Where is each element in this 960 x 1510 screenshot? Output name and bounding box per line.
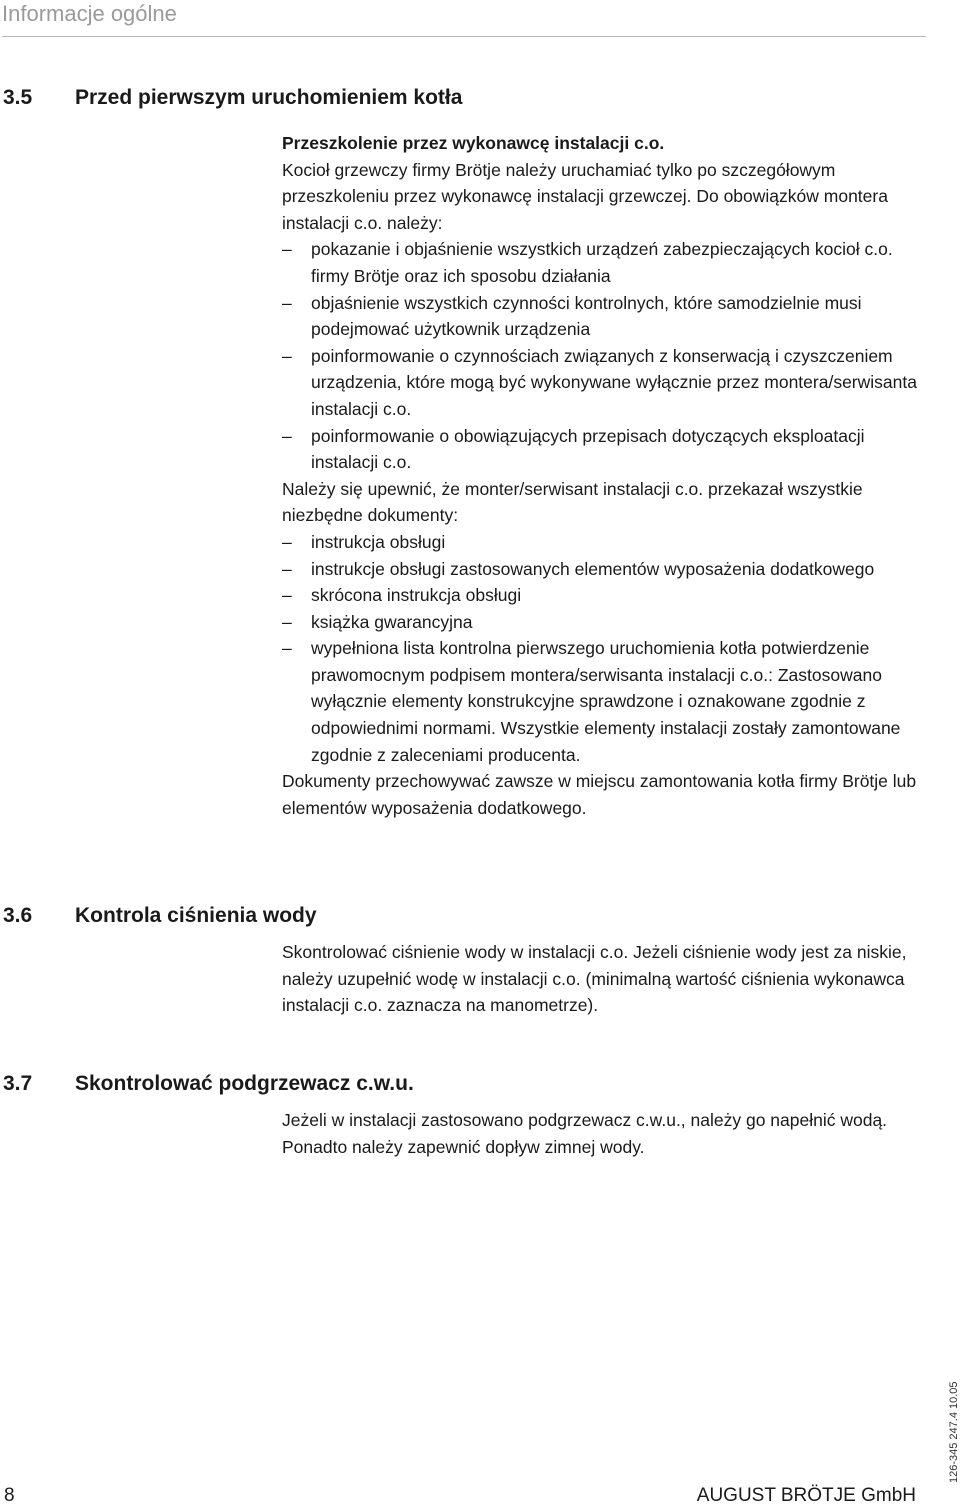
page-number: 8: [4, 1485, 15, 1506]
list-item-text: instrukcje obsługi zastosowanych elementów wyposażenia dodatkowego: [311, 558, 875, 579]
section-title: Skontrolować podgrzewacz c.w.u.: [75, 1072, 414, 1095]
list-item: [282, 236, 932, 289]
duties-list: [282, 236, 932, 475]
dash-marker: –: [282, 239, 292, 260]
dash-marker: –: [282, 292, 292, 313]
list-item: [282, 609, 932, 636]
section-body-3-5: [282, 130, 932, 821]
section-number: 3.6: [3, 904, 33, 927]
water-heater-text: Jeżeli w instalacji zastosowano podgrzewacz c.w.u., należy go napełnić wodą. Ponadto należy zapewnić dopływ zimnej wody.: [282, 1110, 888, 1157]
section-heading-3-7: [3, 1071, 414, 1097]
dash-marker: –: [282, 425, 292, 446]
document-code: 126-345 247.4 10.05: [948, 1381, 960, 1483]
list-item: [282, 290, 932, 343]
list-item-text: wypełniona lista kontrolna pierwszego uruchomienia kotła potwierdzenie prawomocnym podpisem montera/serwisanta instalacji c.o.: Zastosowano wyłącznie elementy konstrukcyjne sprawdzone i oznakowane zgodnie z odpowiednimi normami. Wszystkie elementy instalacji zostały zamontowane zgodnie z zaleceniami producenta.: [311, 638, 901, 765]
list-item: [282, 582, 932, 609]
documents-closing: Dokumenty przechowywać zawsze w miejscu zamontowania kotła firmy Brötje lub elementów wyposażenia dodatkowego.: [282, 771, 917, 818]
list-item-text: poinformowanie o czynnościach związanych z konserwacją i czyszczeniem urządzenia, które mogą być wykonywane wyłącznie przez montera/serwisanta instalacji c.o.: [311, 345, 917, 419]
training-intro: Kocioł grzewczy firmy Brötje należy uruchamiać tylko po szczegółowym przeszkoleniu przez wykonawcę instalacji grzewczej. Do obowiązków montera instalacji c.o. należy:: [282, 159, 888, 233]
page-header-title: Informacje ogólne: [2, 1, 177, 26]
section-title: Kontrola ciśnienia wody: [75, 904, 317, 927]
list-item-text: instrukcja obsługi: [311, 531, 446, 552]
dash-marker: –: [282, 611, 292, 632]
list-item-text: pokazanie i objaśnienie wszystkich urządzeń zabezpieczających kocioł c.o. firmy Brötje oraz ich sposobu działania: [311, 239, 893, 286]
list-item: [282, 556, 932, 583]
list-item-text: objaśnienie wszystkich czynności kontrolnych, które samodzielnie musi podejmować użytkownik urządzenia: [311, 292, 862, 340]
list-item: [282, 423, 932, 476]
header-divider: [2, 36, 926, 37]
section-heading-3-5: [3, 85, 462, 111]
documents-intro: Należy się upewnić, że monter/serwisant instalacji c.o. przekazał wszystkie niezbędne dokumenty:: [282, 478, 863, 526]
list-item: [282, 343, 932, 423]
company-name: AUGUST BRÖTJE GmbH: [696, 1485, 916, 1506]
section-heading-3-6: [3, 903, 317, 929]
dash-marker: –: [282, 585, 292, 606]
list-item-text: skrócona instrukcja obsługi: [311, 585, 522, 606]
section-body-3-6: [282, 939, 932, 1019]
list-item: [282, 635, 932, 768]
documents-list: [282, 529, 932, 768]
dash-marker: –: [282, 558, 292, 579]
list-item-text: poinformowanie o obowiązujących przepisach dotyczących eksploatacji instalacji c.o.: [311, 425, 865, 473]
section-number: 3.7: [3, 1072, 33, 1095]
list-item-text: książka gwarancyjna: [311, 611, 473, 632]
water-pressure-text: Skontrolować ciśnienie wody w instalacji c.o. Jeżeli ciśnienie wody jest za niskie, należy uzupełnić wodę w instalacji c.o. (minimalną wartość ciśnienia wykonawca instalacji c.o. zaznacza na manometrze).: [282, 942, 907, 1016]
section-number: 3.5: [3, 86, 33, 109]
training-subheading: Przeszkolenie przez wykonawcę instalacji c.o.: [282, 133, 665, 153]
section-body-3-7: [282, 1107, 932, 1160]
list-item: [282, 529, 932, 556]
dash-marker: –: [282, 531, 292, 552]
dash-marker: –: [282, 638, 292, 659]
section-title: Przed pierwszym uruchomieniem kotła: [75, 86, 463, 109]
dash-marker: –: [282, 345, 292, 366]
